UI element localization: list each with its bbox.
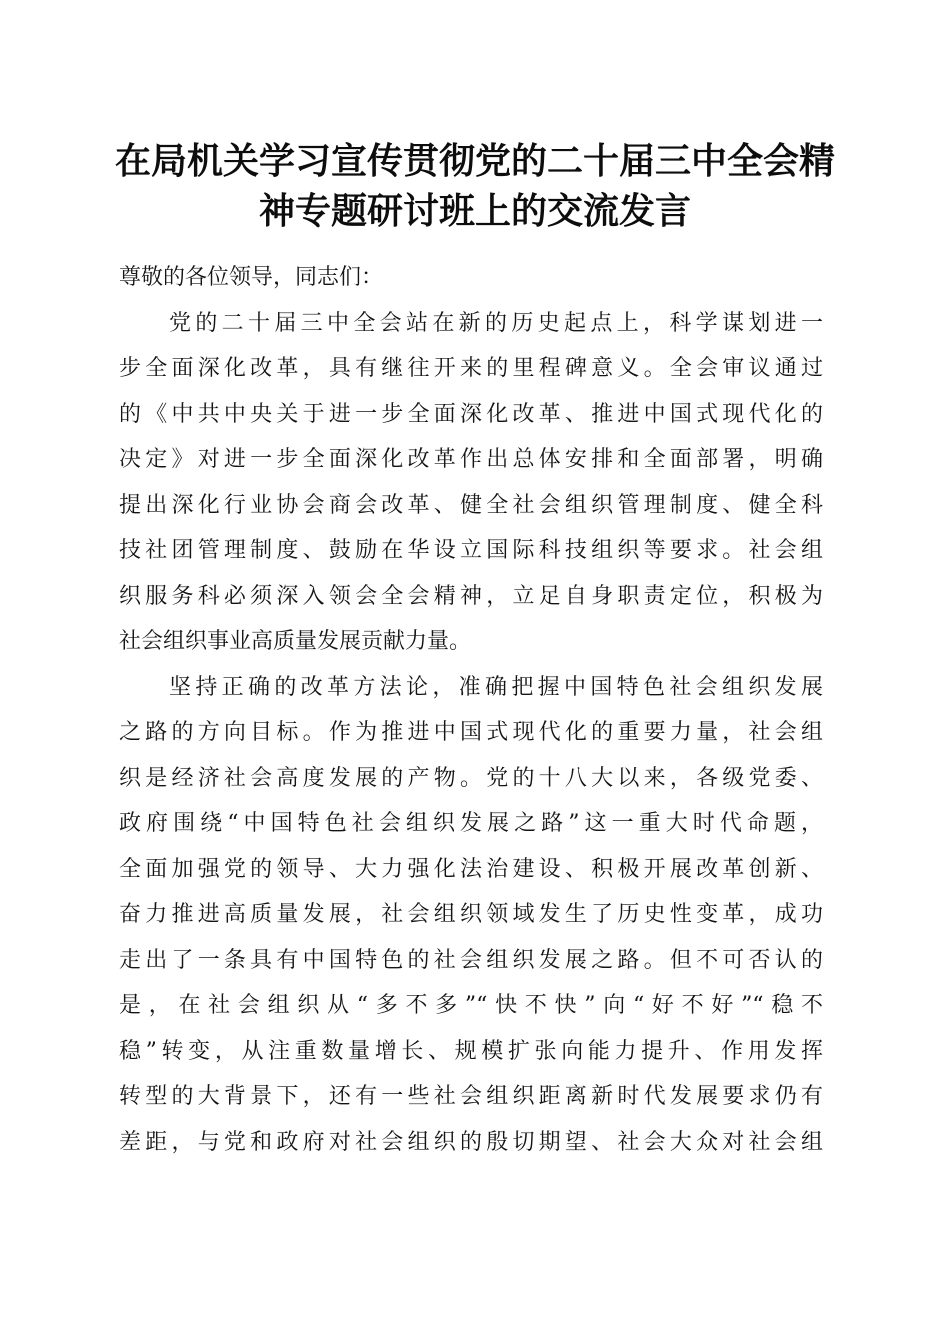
- paragraph-line: 坚持正确的改革方法论，准确把握中国特色社会组织发展: [169, 674, 823, 700]
- salutation: 尊敬的各位领导，同志们：: [119, 265, 384, 290]
- title-line-1: 在局机关学习宣传贯彻党的二十届三中全会精: [114, 140, 835, 182]
- paragraph-line: 织服务科必须深入领会全会精神，立足自身职责定位，积极为: [119, 583, 823, 609]
- paragraph-2: [119, 665, 823, 1166]
- paragraph-line: 社会组织事业高质量发展贡献力量。: [119, 629, 472, 654]
- title-line-2: 神专题研讨班上的交流发言: [258, 190, 691, 232]
- paragraph-line: 提出深化行业协会商会改革、健全社会组织管理制度、健全科: [119, 492, 823, 518]
- paragraph-line: 步全面深化改革，具有继往开来的里程碑意义。全会审议通过: [119, 356, 823, 381]
- paragraph-line: 奋力推进高质量发展，社会组织领域发生了历史性变革，成功: [119, 902, 823, 927]
- document-title: [110, 136, 840, 236]
- paragraph-line: 决定》对进一步全面深化改革作出总体安排和全面部署，明确: [119, 447, 823, 472]
- paragraph-line: 党的二十届三中全会站在新的历史起点上，科学谋划进一: [169, 310, 823, 336]
- paragraph-line: 织是经济社会高度发展的产物。党的十八大以来，各级党委、: [119, 765, 823, 791]
- paragraph-line: 之路的方向目标。作为推进中国式现代化的重要力量，社会组: [119, 720, 823, 745]
- paragraph-line: 走出了一条具有中国特色的社会组织发展之路。但不可否认的: [119, 947, 823, 973]
- paragraph-line: 技社团管理制度、鼓励在华设立国际科技组织等要求。社会组: [119, 538, 823, 563]
- paragraph-line: 全面加强党的领导、大力强化法治建设、积极开展改革创新、: [119, 856, 823, 882]
- paragraph-line: 转型的大背景下，还有一些社会组织距离新时代发展要求仍有: [119, 1084, 823, 1109]
- paragraph-line: 差距，与党和政府对社会组织的殷切期望、社会大众对社会组: [119, 1129, 823, 1155]
- paragraph-1: [119, 301, 823, 665]
- paragraph-line: 政府围绕“中国特色社会组织发展之路”这一重大时代命题，: [119, 811, 823, 836]
- paragraph-line: 是，在社会组织从“多不多”“快不快”向“好不好”“稳不: [119, 993, 823, 1018]
- document-body: [119, 255, 823, 1165]
- paragraph-line: 稳”转变，从注重数量增长、规模扩张向能力提升、作用发挥: [119, 1038, 823, 1064]
- paragraph-line: 的《中共中央关于进一步全面深化改革、推进中国式现代化的: [119, 401, 823, 427]
